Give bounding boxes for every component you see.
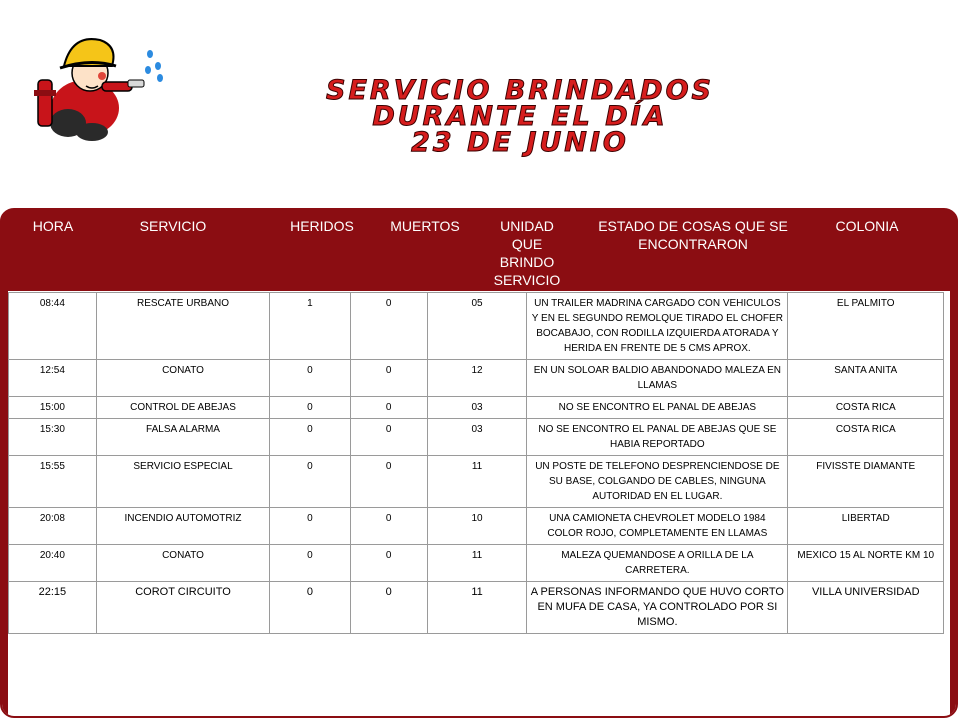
cell-heridos: 0	[270, 360, 350, 397]
cell-hora: 08:44	[9, 293, 97, 360]
cell-heridos: 0	[270, 456, 350, 508]
cell-hora: 22:15	[9, 582, 97, 634]
cell-hora: 15:55	[9, 456, 97, 508]
cell-muertos: 0	[350, 508, 427, 545]
cell-estado: MALEZA QUEMANDOSE A ORILLA DE LA CARRETERA.	[527, 545, 788, 582]
cell-servicio: RESCATE URBANO	[96, 293, 269, 360]
cell-servicio: CONTROL DE ABEJAS	[96, 397, 269, 419]
cell-unidad: 03	[427, 419, 526, 456]
table-row	[9, 293, 944, 360]
cell-unidad: 11	[427, 456, 526, 508]
header-colonia: COLONIA	[835, 218, 899, 234]
cell-muertos: 0	[350, 582, 427, 634]
cell-heridos: 1	[270, 293, 350, 360]
cell-servicio: CONATO	[96, 360, 269, 397]
cell-colonia: FIVISSTE DIAMANTE	[788, 456, 944, 508]
table-row	[9, 419, 944, 456]
table-row	[9, 397, 944, 419]
cell-hora: 20:08	[9, 508, 97, 545]
cell-estado: EN UN SOLOAR BALDIO ABANDONADO MALEZA EN LLAMAS	[527, 360, 788, 397]
cell-colonia: COSTA RICA	[788, 397, 944, 419]
cell-muertos: 0	[350, 419, 427, 456]
cell-muertos: 0	[350, 360, 427, 397]
header-hora: HORA	[32, 218, 74, 234]
cell-unidad: 03	[427, 397, 526, 419]
title-line-1: SERVICIO BRINDADOS	[326, 75, 714, 106]
title-line-2: DURANTE EL DÍA	[372, 101, 668, 132]
cell-servicio: INCENDIO AUTOMOTRIZ	[96, 508, 269, 545]
cell-colonia: SANTA ANITA	[788, 360, 944, 397]
table-row	[9, 545, 944, 582]
table-row	[9, 508, 944, 545]
header-heridos: HERIDOS	[290, 218, 354, 234]
table-row	[9, 582, 944, 634]
cell-servicio: COROT CIRCUITO	[96, 582, 269, 634]
header-unidad-line: BRINDO	[499, 254, 555, 270]
cell-unidad: 11	[427, 582, 526, 634]
cell-hora: 15:30	[9, 419, 97, 456]
header-estado-line: ENCONTRARON	[638, 236, 748, 252]
cell-unidad: 12	[427, 360, 526, 397]
cell-servicio: FALSA ALARMA	[96, 419, 269, 456]
cell-muertos: 0	[350, 545, 427, 582]
cell-heridos: 0	[270, 582, 350, 634]
cell-hora: 20:40	[9, 545, 97, 582]
cell-colonia: EL PALMITO	[788, 293, 944, 360]
header-servicio: SERVICIO	[139, 218, 207, 234]
cell-muertos: 0	[350, 456, 427, 508]
cell-colonia: VILLA UNIVERSIDAD	[788, 582, 944, 634]
table-header	[0, 209, 958, 291]
header-muertos: MUERTOS	[390, 218, 460, 234]
cell-heridos: 0	[270, 397, 350, 419]
cell-heridos: 0	[270, 419, 350, 456]
cell-muertos: 0	[350, 397, 427, 419]
cell-unidad: 11	[427, 545, 526, 582]
cell-muertos: 0	[350, 293, 427, 360]
cell-estado: UN POSTE DE TELEFONO DESPRENCIENDOSE DE SU BASE, COLGANDO DE CABLES, NINGUNA AUTORIDAD EN EL LUGAR.	[527, 456, 788, 508]
cell-colonia: COSTA RICA	[788, 419, 944, 456]
cell-heridos: 0	[270, 508, 350, 545]
cell-estado: NO SE ENCONTRO EL PANAL DE ABEJAS QUE SE HABIA REPORTADO	[527, 419, 788, 456]
cell-colonia: MEXICO 15 AL NORTE KM 10	[788, 545, 944, 582]
page-title	[260, 75, 780, 158]
cell-unidad: 05	[427, 293, 526, 360]
header-unidad-line: UNIDAD	[500, 218, 554, 234]
cell-colonia: LIBERTAD	[788, 508, 944, 545]
cell-servicio: SERVICIO ESPECIAL	[96, 456, 269, 508]
services-table	[8, 292, 944, 634]
cell-unidad: 10	[427, 508, 526, 545]
cell-heridos: 0	[270, 545, 350, 582]
header-unidad	[482, 217, 572, 289]
title-line-3: 23 DE JUNIO	[411, 127, 629, 158]
header-unidad-line: QUE	[511, 236, 543, 252]
cell-hora: 12:54	[9, 360, 97, 397]
cell-estado: UN TRAILER MADRINA CARGADO CON VEHICULOS Y EN EL SEGUNDO REMOLQUE TIRADO EL CHOFER BOCABAJO, CON RODILLA IZQUIERDA ATORADA Y HERIDA EN FRENTE DE 5 CMS APROX.	[527, 293, 788, 360]
cell-estado: NO SE ENCONTRO EL PANAL DE ABEJAS	[527, 397, 788, 419]
table-row	[9, 360, 944, 397]
header-unidad-line: SERVICIO	[493, 272, 561, 288]
cell-estado: A PERSONAS INFORMANDO QUE HUVO CORTO EN MUFA DE CASA, YA CONTROLADO POR SI MISMO.	[527, 582, 788, 634]
header-estado-line: ESTADO DE COSAS QUE SE	[598, 218, 788, 234]
table-row	[9, 456, 944, 508]
cell-servicio: CONATO	[96, 545, 269, 582]
firefighter-mascot-icon	[20, 28, 170, 148]
cell-estado: UNA CAMIONETA CHEVROLET MODELO 1984 COLOR ROJO, COMPLETAMENTE EN LLAMAS	[527, 508, 788, 545]
cell-hora: 15:00	[9, 397, 97, 419]
header-estado	[578, 217, 808, 253]
